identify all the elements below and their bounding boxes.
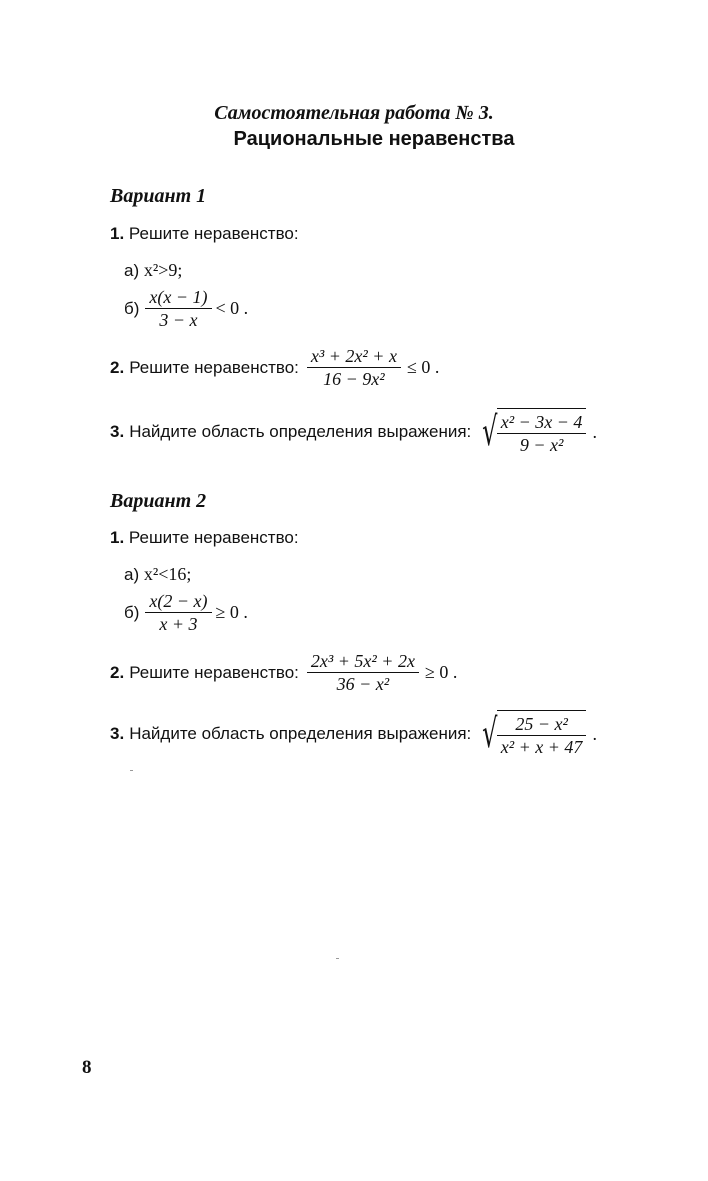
v1-task2-number: 2. (110, 357, 125, 377)
v1-task1-a-label: а) (124, 261, 140, 280)
v2-task1-a-label: а) (124, 565, 140, 584)
v1-task3-text: Найдите область определения выражения: (129, 422, 472, 441)
v2-task2-relation: ≥ 0 . (424, 662, 458, 682)
v2-task3-sqrt (477, 710, 586, 758)
v1-task1 (110, 224, 299, 244)
v2-task1-b-numerator: x(2 − x) (145, 590, 211, 613)
sqrt-icon: √ (482, 409, 498, 455)
v2-task2-fraction (307, 650, 419, 695)
v2-task1-b-fraction (145, 590, 211, 635)
scan-speck (130, 770, 133, 771)
v2-task1 (110, 528, 299, 548)
sqrt-icon: √ (482, 711, 498, 757)
v1-task1-b-numerator: x(x − 1) (145, 286, 211, 309)
variant-2-title: Вариант 2 (110, 490, 207, 512)
v2-task1-b-relation: ≥ 0 . (215, 602, 248, 622)
v1-task2-numerator: x³ + 2x² + x (307, 345, 401, 368)
page-number: 8 (82, 1057, 92, 1078)
v1-task1-a (124, 260, 182, 281)
v2-task2-number: 2. (110, 662, 125, 682)
v1-task3-numerator: x² − 3x − 4 (497, 411, 587, 434)
v2-task3-denominator: x² + x + 47 (500, 737, 583, 757)
v1-task1-text: Решите неравенство: (128, 224, 299, 243)
v1-task2-fraction (307, 345, 401, 390)
v1-task1-number: 1. (110, 224, 125, 243)
variant-1-title: Вариант 1 (110, 185, 207, 207)
v2-task3-number: 3. (110, 724, 125, 743)
v2-task1-a-expr: x²<16; (143, 564, 192, 584)
v2-task3-text: Найдите область определения выражения: (129, 724, 472, 743)
v2-task1-b-denominator: x + 3 (159, 614, 198, 634)
v2-task1-b-label: б) (124, 602, 140, 622)
v1-task3-denominator: 9 − x² (519, 435, 564, 455)
page-subtitle: Рациональные неравенства (233, 128, 515, 150)
v2-task3 (110, 710, 597, 758)
v1-task2-relation: ≤ 0 . (406, 357, 440, 377)
page-title: Самостоятельная работа № 3. (214, 102, 494, 124)
v1-task3-number: 3. (110, 422, 125, 441)
v1-task1-b (124, 286, 248, 331)
scan-speck (336, 958, 339, 959)
v2-task1-text: Решите неравенство: (128, 528, 299, 547)
v2-task1-a (124, 564, 191, 585)
v1-task2-denominator: 16 − 9x² (323, 369, 385, 389)
v1-task1-b-denominator: 3 − x (159, 310, 198, 330)
v1-task3-sqrt (477, 408, 586, 456)
v1-task3 (110, 408, 597, 456)
v2-task2 (110, 650, 457, 695)
v1-task1-a-expr: x²>9; (143, 260, 183, 280)
v2-task2-numerator: 2x³ + 5x² + 2x (307, 650, 419, 673)
v2-task2-text: Решите неравенство: (129, 662, 299, 682)
v2-task2-denominator: 36 − x² (336, 674, 390, 694)
v1-task3-end: . (592, 421, 597, 442)
v2-task3-numerator: 25 − x² (497, 713, 587, 736)
v2-task1-b (124, 590, 248, 635)
v1-task1-b-fraction (145, 286, 211, 331)
v1-task1-b-label: б) (124, 298, 140, 318)
v1-task2 (110, 345, 439, 390)
v2-task3-end: . (592, 723, 597, 744)
v1-task2-text: Решите неравенство: (129, 357, 299, 377)
v1-task1-b-relation: < 0 . (215, 298, 249, 318)
v2-task1-number: 1. (110, 528, 125, 547)
